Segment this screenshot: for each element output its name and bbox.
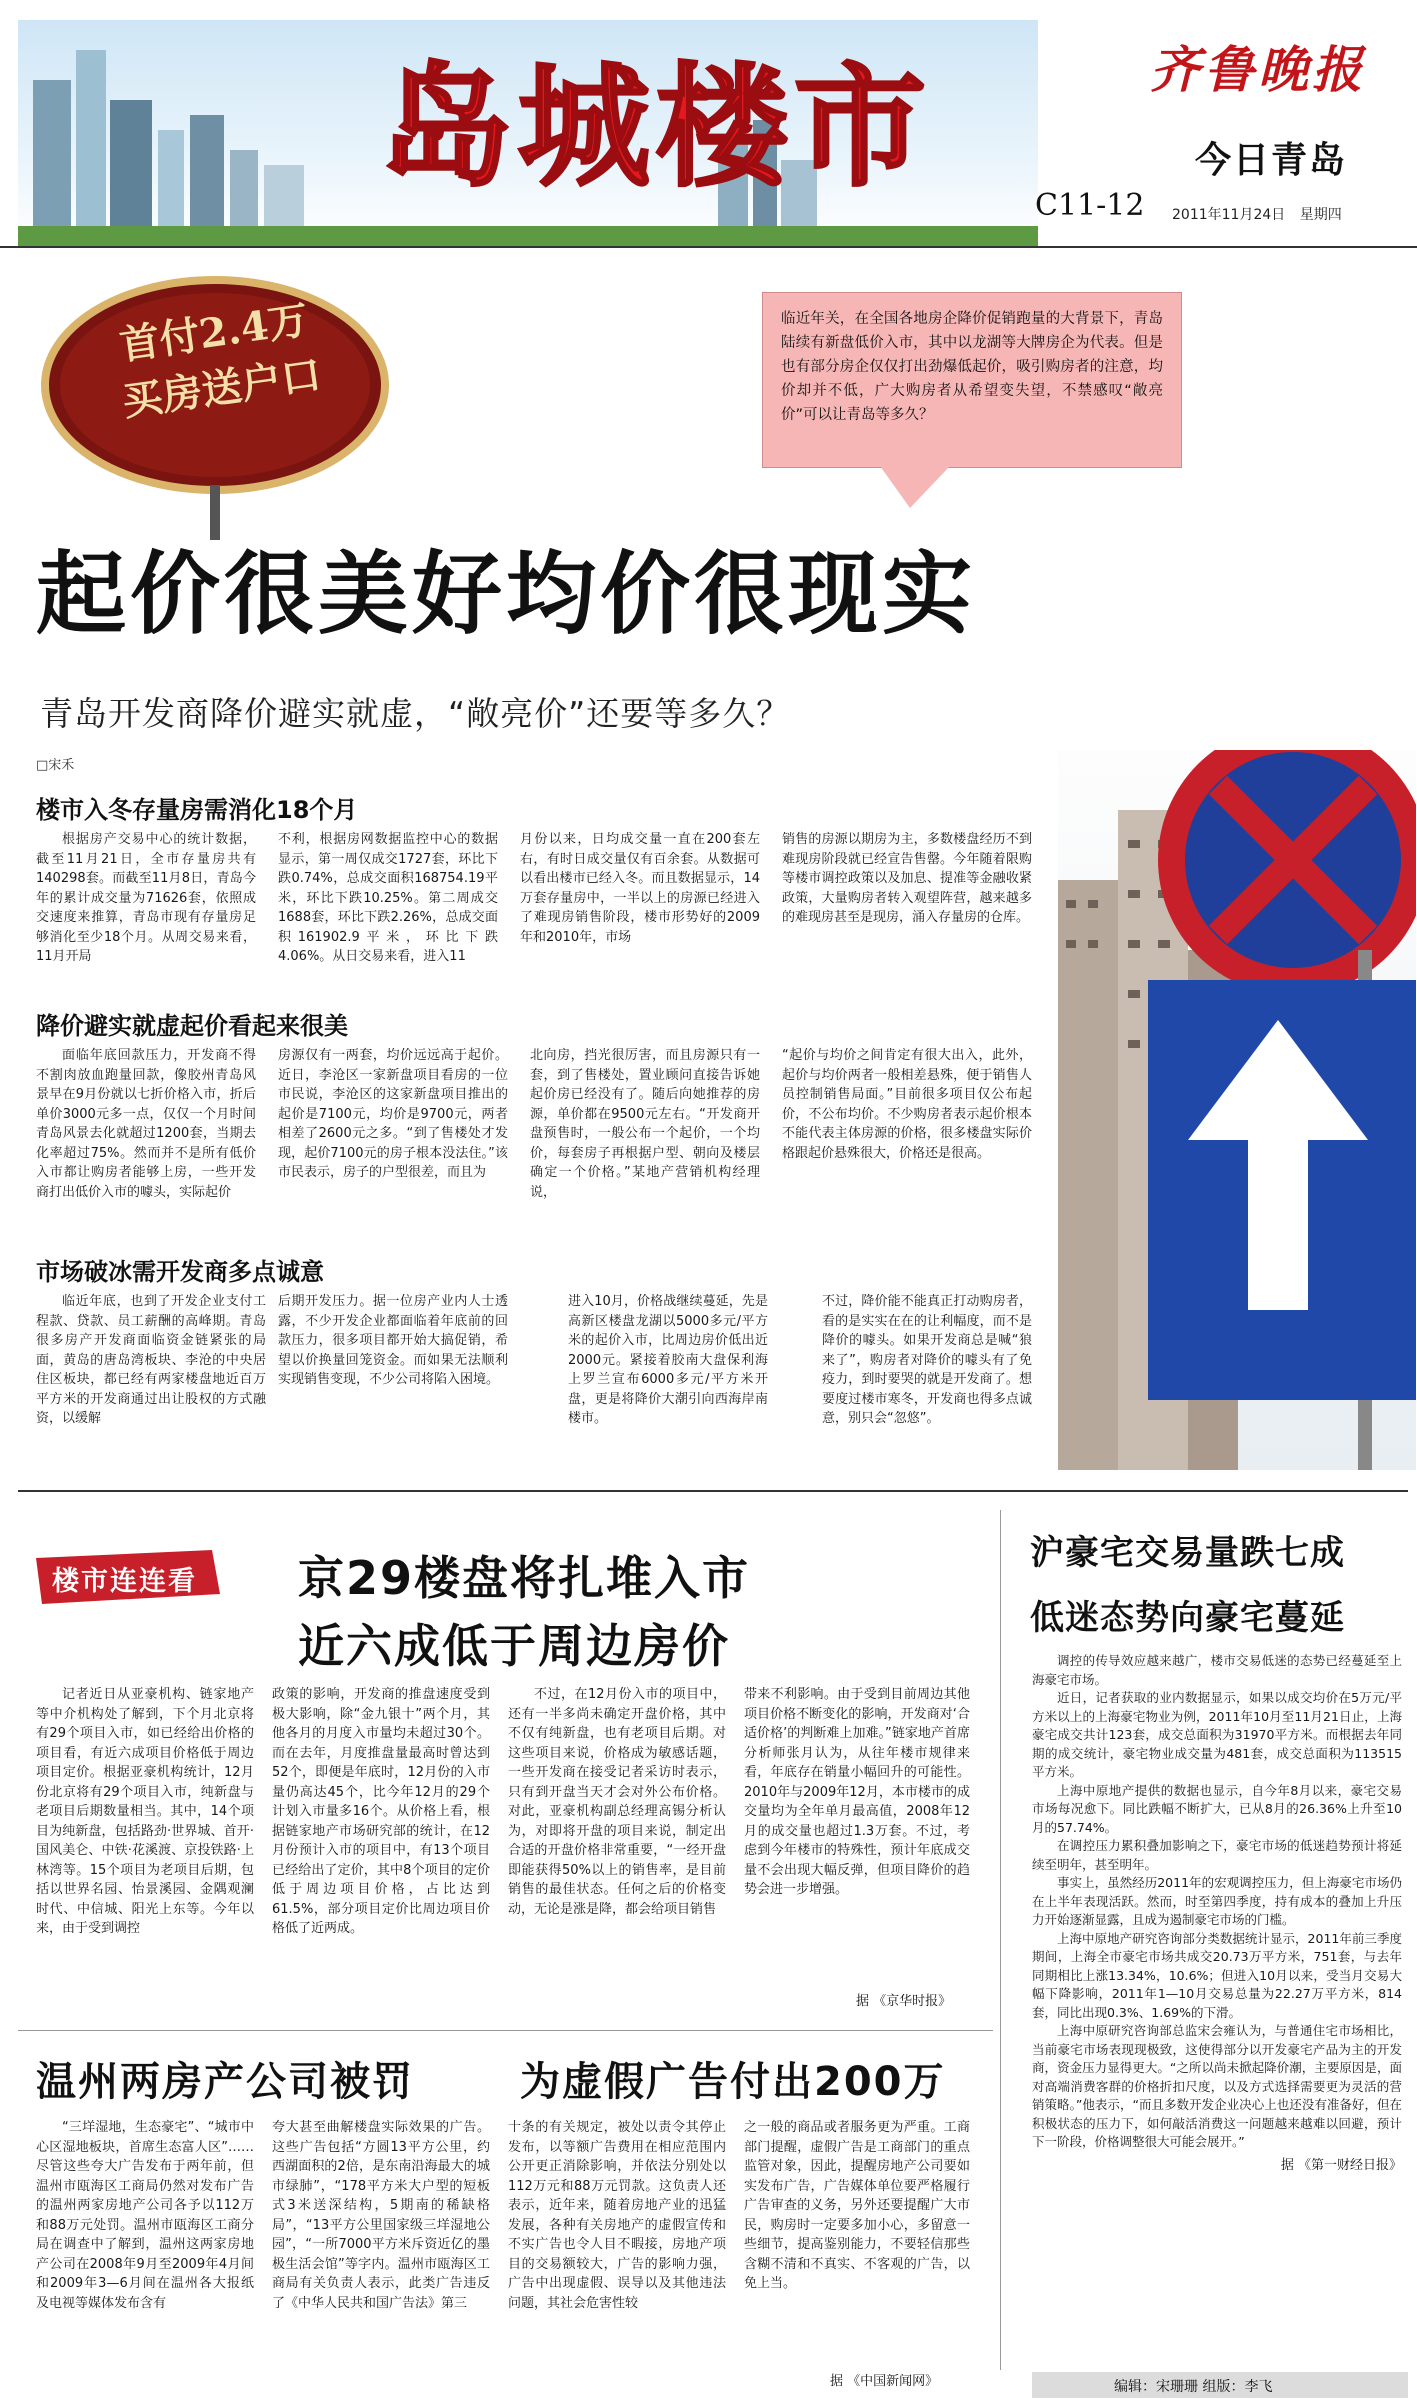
wenzhou-source: 据 《中国新闻网》 [830,2374,939,2389]
editor-credits: 编辑：宋珊珊 组版：李飞 [1032,2372,1408,2398]
section-title: 岛城楼市 [380,51,932,205]
article-column: 销售的房源以期房为主，多数楼盘经历不到难现房阶段就已经宣告售罄。今年随着限购等楼市调控政策以及加息、提准等金融收紧政策，大量购房者转入观望阵营，越来越多的难现房甚至是现房，涌入存量房的仓库。 [782,832,1032,925]
issue-date [1172,204,1342,224]
article-paragraph: 调控的传导效应越来越广，楼市交易低迷的态势已经蔓延至上海豪宅市场。 [1032,1653,1402,1687]
lead-subheadline: 青岛开发商降价避实就虚，“敞亮价”还要等多久？ [40,694,791,733]
masthead [0,0,1417,248]
article-column: 政策的影响，开发商的推盘速度受到极大影响，除“金九银十”两个月，其他各月的月度入市量均未超过30个。而在去年，月度推盘量最高时曾达到52个，即便是年底时，12月份的入市量仍高达45个，比今年12月的29个计划入市量多16个。从价格上看，根据链家地产市场研究部的统计，在12月份预计入市的项目中，有13个项目已经给出了定价，其中8个项目的定价低于周边项目价格，占比达到61.5%，部分项目定价比周边项目价格低了近两成。 [272,1687,490,1936]
article-column: 临近年底，也到了开发企业支付工程款、贷款、员工薪酬的高峰期。青岛很多房产开发商面临资金链紧张的局面，黄岛的唐岛湾板块、李沧的中央居住区板块，都已经有两家楼盘地近百万平方米的开发商通过出让股权的方式融资，以缓解 [36,1294,266,1426]
beijing-source: 据 《京华时报》 [856,1994,952,2009]
article-column: 夸大甚至曲解楼盘实际效果的广告。这些广告包括“方圆13平方公里，约西湖面积的2倍，是东南沿海最大的城市绿肺”，“178平方米大户型的短板式3米送深结构，5期南的稀缺格局”，“13平方公里国家级三垟湿地公园”，“一所7000平方米斥资近亿的墨极生活会馆”等字内。温州市瓯海区工商局有关负责人表示，此类广告违反了《中华人民共和国广告法》第三 [272,2120,490,2311]
article-paragraph: 在调控压力累积叠加影响之下，豪宅市场的低迷趋势预计将延续至明年，甚至明年。 [1032,1838,1402,1872]
article-column: 房源仅有一两套，均价远远高于起价。近日，李沧区一家新盘项目看房的一位市民说，李沧区的这家新盘项目推出的起价是7100元，均价是9700元，两者相差了2600元之多。“到了售楼处才发现，起价7100元的房子根本没法住。”该市民表示，房子的户型很差，而且为 [278,1048,508,1180]
edition-name: 今日青岛 [1195,139,1348,181]
article-column: “三垟湿地，生态豪宅”、“城市中心区湿地板块，首席生态富人区”……尽管这些夸大广告发布于两年前，但温州市瓯海区工商局仍然对发布广告的温州两家房地产公司各予以112万和88万元处罚。温州市瓯海区工商分局在调查中了解到，温州这两家房地产公司在2008年9月至2009年4月间和2009年3—6月间在温州各大报纸及电视等媒体发布含有 [36,2120,254,2311]
column-tag-text: 楼市连连看 [52,1566,197,1597]
page-number: C11-12 [1035,188,1145,223]
section-divider [18,1490,1408,1492]
paper-name-logo: 齐鲁晚报 [1150,40,1366,99]
date-text: 2011年11月24日 [1172,207,1286,223]
article-column: 北向房，挡光很厉害，而且房源只有一套，到了售楼处，置业顾问直接告诉她起价房已经没有了。随后向她推荐的房源，单价都在9500元左右。“开发商开盘预售时，一般公布一个起价，一个均价，每套房子再根据户型、朝向及楼层确定一个价格。”某地产营销机构经理说， [530,1048,760,1200]
promo-sign-image [30,265,400,540]
shanghai-source: 据 《第一财经日报》 [1280,2157,1402,2173]
callout-pointer [880,466,950,508]
article-column: 后期开发压力。据一位房产业内人士透露，不少开发企业都面临着年底前的回款压力，很多项目都开始大搞促销，希望以价换量回笼资金。而如果无法顺利实现销售变现，不少公司将陷入困境。 [278,1294,508,1387]
column-tag [32,1548,222,1606]
article-column: 进入10月，价格战继续蔓延，先是高新区楼盘龙湖以5000多元/平方米的起价入市，比周边房价低出近2000元。紧接着胶南大盘保利海上罗兰宣布6000多元/平方米开盘，更是将降价大潮引向西海岸南楼市。 [568,1294,768,1426]
section-heading-price-cut: 降价避实就虚起价看起来很美 [36,1012,348,1040]
promo-line-1: 首付2.4万 [116,296,312,370]
article-column: 之一般的商品或者服务更为严重。工商部门提醒，虚假广告是工商部门的重点监管对象，因此，提醒房地产公司要如实发布广告，广告媒体单位要严格履行广告审查的义务，另外还要提醒广大市民，购房时一定要多加小心，多留意一些细节，提高鉴别能力，不要轻信那些含糊不清和不真实、不客观的广告，以免上当。 [744,2120,970,2291]
article-paragraph: 事实上，虽然经历2011年的宏观调控压力，但上海豪宅市场仍在上半年表现活跃。然而，时至第四季度，持有成本的叠加上升压力开始逐渐显露，且成为遏制豪宅市场的门槛。 [1032,1875,1402,1927]
weekday-text: 星期四 [1299,207,1342,223]
shanghai-headline-line2: 低迷态势向豪宅蔓延 [1030,1598,1345,1638]
article-paragraph: 近日，记者获取的业内数据显示，如果以成交均价在5万元/平方米以上的上海豪宅物业为例，2011年10月至11月21日止，上海豪宅成交共计123套，成交总面积为31970平方米。而根据去年同期的成交统计，豪宅物业成交量为481套，成交总面积为113515平方米。 [1032,1690,1402,1779]
shanghai-headline-line1: 沪豪宅交易量跌七成 [1030,1533,1345,1573]
intro-callout: 临近年关，在全国各地房企降价促销跑量的大背景下，青岛陆续有新盘低价入市，其中以龙湖等大牌房企为代表。但是也有部分房企仅仅打出劲爆低起价，吸引购房者的注意，均价却并不低，广大购房者从希望变失望，不禁感叹“敞亮价”可以让青岛等多久？ [762,292,1182,468]
article-column: 记者近日从亚豪机构、链家地产等中介机构处了解到，下个月北京将有29个项目入市，如已经给出价格的项目看，有近六成项目价格低于周边项目定价。根据亚豪机构统计，12月份北京将有29个项目入市，纯新盘与老项目后期数量相当。其中，14个项目为纯新盘，包括路劲·世界城、首开·国风美仑、中铁·花溪渡、京投铁路·上林湾等。15个项目为老项目后期，包括以世界名园、怡景溪园、金隅观澜时代、中信城、阳光上东等。今年以来，由于受到调控 [36,1687,254,1936]
article-column: 不过，在12月份入市的项目中，还有一半多尚未确定开盘价格，其中不仅有纯新盘，也有老项目后期。对这些项目来说，价格成为敏感话题，一些开发商在接受记者采访时表示，只有到开盘当天才会对外公布价格。对此，亚豪机构副总经理高锡分析认为，对即将开盘的项目来说，制定出合适的开盘价格非常重要，“一经开盘即能获得50%以上的销售率，是目前销售的最佳状态。任何之后的价格变动，无论是涨是降，都会给项目销售 [508,1687,726,1917]
no-parking-sign-illustration [1058,750,1416,1470]
section-heading-inventory: 楼市入冬存量房需消化18个月 [36,796,358,824]
story-divider [18,2030,993,2031]
article-column: 十条的有关规定，被处以责令其停止发布，以等额广告费用在相应范围内公开更正消除影响，并依法分别处以112万元和88万元罚款。这负责人还表示，近年来，随着房地产业的迅猛发展，各种有关房地产的虚假宣传和不实广告也令人目不暇接，房地产项目的交易额较大，广告的影响力强，广告中出现虚假、误导以及其他违法问题，其社会危害性较 [508,2120,726,2311]
section-heading-market-thaw: 市场破冰需开发商多点诚意 [36,1258,324,1286]
column-divider [1000,1510,1001,2370]
article-column: 面临年底回款压力，开发商不得不割肉放血跑量回款，像胶州青岛风景早在9月份就以七折价格入市，折后单价3000元多一点，仅仅一个月时间青岛风景去化就超过1200套，当期去化率超过75%。然而并不是所有低价入市都让购房者能够上房，一些开发商打出低价入市的噱头，实际起价 [36,1048,256,1200]
article-paragraph: 上海中原地产研究咨询部分类数据统计显示，2011年前三季度期间，上海全市豪宅市场共成交20.73万平方米，751套，与去年同期相比上涨13.34%，10.6%；但进入10月以来，受当月交易大幅下降影响，2011年1—10月交易总量为22.27万平方米，814套，同比出现0.3%、1.69%的下滑。 [1032,1930,1402,2020]
wenzhou-headline-part2: 为虚假广告付出200万 [520,2059,946,2105]
article-paragraph: 上海中原研究咨询部总监宋会雍认为，与普通住宅市场相比，当前豪宅市场表现现极致，这使得部分以开发豪宅产品为主的开发商，资金压力显得更大。“之所以尚未掀起降价潮，主要原因是，面对高端消费客群的价格折扣尺度，以及方式选择需要更为灵活的营销策略。”他表示，“而且多数开发企业决心上也还没有准备好，但在积极状态的压力下，如何敲活消费这一问题越来越难以回避，预计下一阶段，价格调整很大可能会展开。” [1032,2023,1402,2149]
article-column: “起价与均价之间肯定有很大出入，此外，起价与均价两者一般相差悬殊，便于销售人员控制销售局面。”目前很多项目仅公布起价，不公布均价。不少购房者表示起价根本不能代表主体房源的价格，很多楼盘实际价格跟起价悬殊很大，价格还是很高。 [782,1048,1032,1161]
promo-line-2: 买房送户口 [119,351,325,426]
article-column: 根据房产交易中心的统计数据，截至11月21日，全市存量房共有140298套。而截至11月8日，青岛今年的累计成交量为71626套，依照成交速度来推算，青岛市现有存量房足够消化至少18个月。从周交易来看，11月开局 [36,832,256,964]
article-column: 带来不利影响。由于受到目前周边其他项目价格不断变化的影响，开发商对‘合适价格’的判断难上加难。”链家地产首席分析师张月认为，从往年楼市规律来看，年底存在销量小幅回升的可能性。2010年与2009年12月，本市楼市的成交量均为全年单月最高值，2008年12月的成交量也超过1.3万套。不过，考虑到今年楼市的特殊性，预计年底成交量不会出现大幅反弹，但项目降价的趋势会进一步增强。 [744,1687,970,1897]
byline: □宋禾 [36,758,75,773]
lead-headline: 起价很美好均价很现实 [36,542,976,647]
article-column: 不过，降价能不能真正打动购房者，看的是实实在在的让利幅度，而不是降价的噱头。如果开发商总是喊“狼来了”，购房者对降价的噱头有了免疫力，到时要哭的就是开发商了。想要度过楼市寒冬，开发商也得多点诚意，别只会“忽悠”。 [822,1294,1032,1426]
shanghai-body [1032,1652,1402,2342]
article-column: 月份以来，日均成交量一直在200套左右，有时日成交量仅有百余套。从数据可以看出楼市已经入冬。而且数据显示，14万套存量房中，一半以上的房源已经进入了难现房销售阶段，楼市形势好的2009年和2010年，市场 [520,832,760,945]
article-paragraph: 上海中原地产提供的数据也显示，自今年8月以来，豪宅交易市场每况愈下。同比跌幅不断扩大，已从8月的26.36%上升至10月的57.74%。 [1032,1782,1402,1835]
beijing-headline-line2: 近六成低于周边房价 [298,1619,730,1673]
article-column: 不利，根据房网数据监控中心的数据显示，第一周仅成交1727套，环比下跌0.74%，总成交面积168754.19平米，环比下跌10.25%。第二周成交1688套，环比下跌2.26%，总成交面积161902.9平米，环比下跌4.06%。从日交易来看，进入11 [278,832,498,964]
traffic-sign-photo [1058,750,1416,1470]
beijing-headline-line1: 京29楼盘将扎堆入市 [298,1551,751,1605]
wenzhou-headline-part1: 温州两房产公司被罚 [36,2059,414,2105]
